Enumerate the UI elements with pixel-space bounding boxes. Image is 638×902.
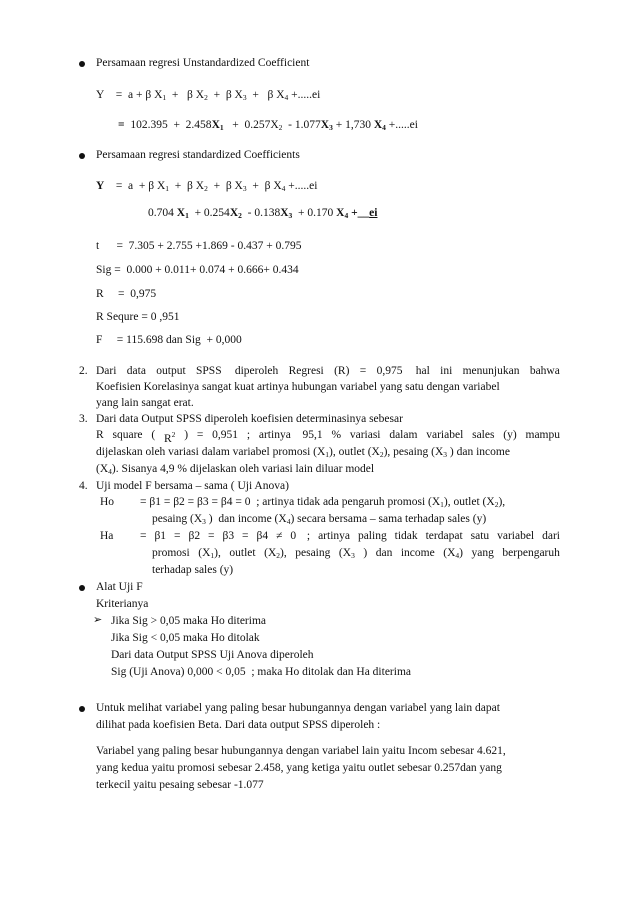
unstd-equation-general: Y = a + β $X_1 + \beta$ $X_2 + \beta$ $X_3 + \beta$ $X_4 +.....ei$ [96,89,321,102]
item2-line3: yang lain sangat erat. [96,397,194,409]
bullet-icon [79,153,85,159]
std-equation-general: Y = a + β $X_1 + \beta$ $X_2 + \beta$ $X_3 + \beta$ $X_4 +.....ei$ [96,180,318,193]
r-value: R = 0,975 [96,288,157,300]
ha-line1: = β1 = β2 = β3 = β4 ≠ 0 ; artinya paling tidak terdapat satu variabel dari [140,530,560,542]
item2-line1: Dari data output SPSS diperoleh Regresi (R) = 0,975 hal ini menunjukan bahwa [96,365,560,377]
beta-para-line1: Variabel yang paling besar hubungannya dengan variabel lain yaitu Incom sebesar 4.621, [96,745,506,757]
ha-line3: terhadap sales (y) [152,564,234,576]
std-heading: Persamaan regresi standardized Coefficients [96,149,300,161]
item3-line1: Dari data Output SPSS diperoleh koefisien determinasinya sebesar [96,413,403,425]
kriteria-label: Kriterianya [96,598,149,610]
beta-para-line2: yang kedua yaitu promosi sebesar 2.458, yang ketiga yaitu outlet sebesar 0.257dan yang [96,762,502,774]
bullet-icon [79,585,85,591]
beta-line2: dilihat pada koefisien Beta. Dari data output SPSS diperoleh : [96,719,381,731]
uji-title: Alat Uji F [96,581,143,593]
unstd-heading: Persamaan regresi Unstandardized Coefficient [96,57,310,69]
t-values: t = 7.305 + 2.755 +1.869 - 0.437 + 0.795 [96,240,302,252]
item4-line1: Uji model F bersama – sama ( Uji Anova) [96,480,289,492]
bullet-icon [79,61,85,67]
item3-line4: $(X_4)$. Sisanya 4,9 % dijelaskan oleh variasi lain diluar model [96,463,375,476]
ho-line2: pesaing ($X_3$ ) dan income $(X_4)$ secara bersama – sama terhadap sales (y) [152,513,487,526]
bullet-icon [79,706,85,712]
kriteria-4: Sig (Uji Anova) 0,000 < 0,05 ; maka Ho ditolak dan Ha diterima [111,666,412,678]
ho-label: Ho [100,496,115,508]
item2-line2: Koefisien Korelasinya sangat kuat artinya hubungan variabel yang satu dengan variabel [96,381,500,393]
beta-line1: Untuk melihat variabel yang paling besar hubungannya dengan variabel yang lain dapat [96,702,500,714]
beta-para-line3: terkecil yaitu pesaing sebesar -1.077 [96,779,264,791]
ha-line2: promosi $(X_1)$, outlet $(X_2)$, pesaing ($X_3$ ) dan income $(X_4)$ yang berpengaruh [152,547,560,560]
kriteria-1: Jika Sig > 0,05 maka Ho diterima [111,615,267,627]
item3-line3: dijelaskan oleh variasi dalam variabel promosi $(X_1)$, outlet $(X_2)$, pesaing ($X_3$ ) dan income [96,446,510,459]
r-square-value: R Sequre = 0 ,951 [96,311,180,323]
arrow-bullet-icon: ➢ [93,614,103,626]
kriteria-3: Dari data Output SPSS Uji Anova diperoleh [111,649,314,661]
sig-values: Sig = 0.000 + 0.011+ 0.074 + 0.666+ 0.434 [96,264,299,276]
item-number: 2. [79,365,88,377]
f-value: F = 115.698 dan Sig + 0,000 [96,334,242,346]
std-equation-values: 0.704 $X_1 + 0.254X_2 - 0.138X_3 + 0.170$ $X_4$ +__ei [148,207,378,220]
item3-line2: R square ( $R^2$ ) = 0,951 ; artinya 95,1 % variasi dalam variabel sales (y) mampu [96,429,560,445]
item-number: 3. [79,413,88,425]
item-number: 4. [79,480,88,492]
unstd-equation-values: = $102.395 + 2.458X_1 + 0.257X_2 - 1.077X_3 + 1,730$ $X_4 +.....ei$ [118,119,418,132]
ho-line1: = β1 = β2 = β3 = β4 = 0 ; artinya tidak ada pengaruh promosi $(X_1)$, outlet $(X_2)$, [140,496,506,509]
ha-label: Ha [100,530,114,542]
kriteria-2: Jika Sig < 0,05 maka Ho ditolak [111,632,260,644]
